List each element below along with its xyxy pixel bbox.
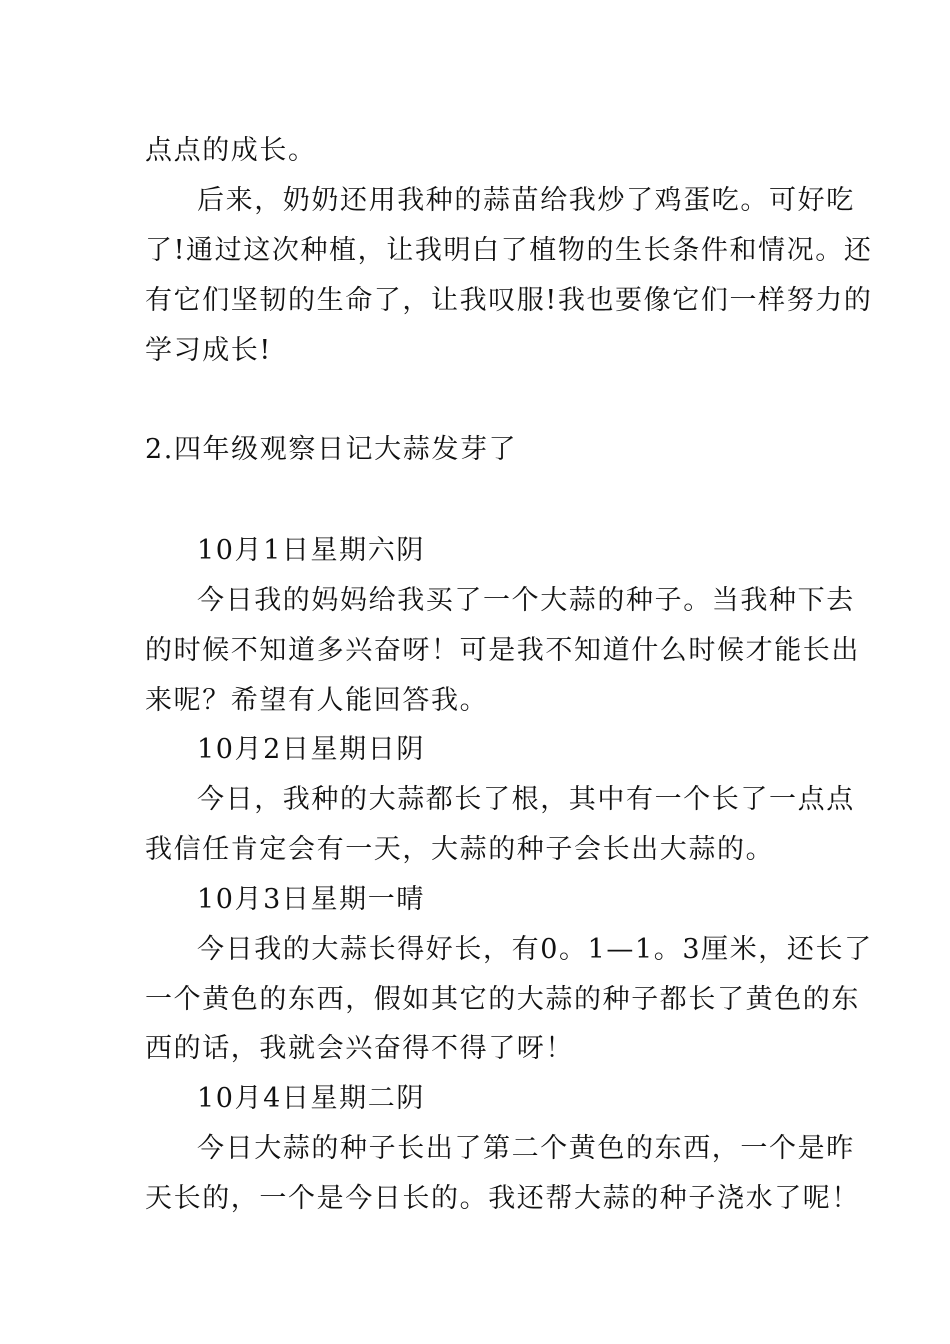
paragraph-line: 今日我的大蒜长得好长，有0。1—1。3厘米，还长了 [197, 934, 873, 965]
entry-date: 10月1日星期六阴 [197, 535, 425, 566]
paragraph-line: 我信任肯定会有一天，大蒜的种子会长出大蒜的。 [145, 834, 775, 865]
entry-date: 10月2日星期日阴 [197, 734, 425, 765]
paragraph-line: 点点的成长。 [145, 135, 317, 166]
section-heading: 2.四年级观察日记大蒜发芽了 [145, 434, 518, 465]
paragraph-line: 学习成长! [145, 335, 272, 366]
paragraph-line: 了!通过这次种植，让我明白了植物的生长条件和情况。还 [145, 235, 873, 266]
paragraph-line: 今日大蒜的种子长出了第二个黄色的东西，一个是昨 [197, 1133, 855, 1164]
paragraph-line: 的时候不知道多兴奋呀！可是我不知道什么时候才能长出 [145, 635, 860, 666]
entry-date: 10月3日星期一晴 [197, 884, 425, 915]
paragraph-line: 后来，奶奶还用我种的蒜苗给我炒了鸡蛋吃。可好吃 [197, 185, 855, 216]
entry-date: 10月4日星期二阴 [197, 1083, 425, 1114]
paragraph-line: 一个黄色的东西，假如其它的大蒜的种子都长了黄色的东 [145, 984, 860, 1015]
paragraph-line: 今日我的妈妈给我买了一个大蒜的种子。当我种下去 [197, 585, 855, 616]
paragraph-line: 有它们坚韧的生命了，让我叹服!我也要像它们一样努力的 [145, 285, 873, 316]
paragraph-line: 天长的，一个是今日长的。我还帮大蒜的种子浇水了呢！ [145, 1183, 860, 1214]
paragraph-line: 今日，我种的大蒜都长了根，其中有一个长了一点点 [197, 784, 855, 815]
paragraph-line: 西的话，我就会兴奋得不得了呀！ [145, 1033, 574, 1064]
paragraph-line: 来呢？希望有人能回答我。 [145, 685, 489, 716]
